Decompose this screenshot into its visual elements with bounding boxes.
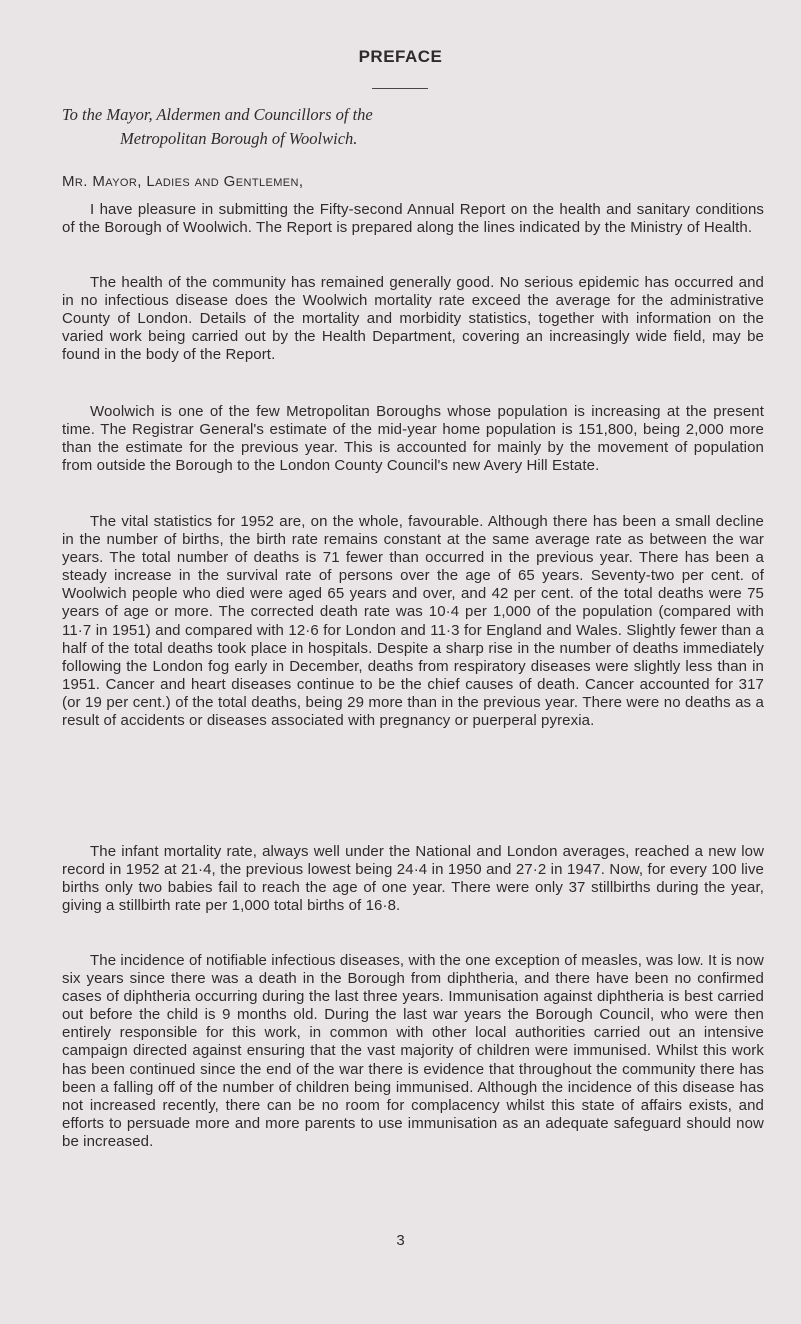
address-line-1: To the Mayor, Aldermen and Councillors of the <box>62 105 373 124</box>
paragraph: The vital statistics for 1952 are, on the whole, favourable. Although there has been a small decline in the number of births, the birth rate remains constant at the same average rate as between the war years. The total number of deaths is 71 fewer than occurred in the previous year. There has been a steady increase in the survival rate of persons over the age of 65 years. Seventy-two per cent. of Woolwich people who died were aged 65 years and over, and 42 per cent. of the total deaths were 75 years of age or more. The corrected death rate was 10·4 per 1,000 of the population (compared with 11·7 in 1951) and compared with 12·6 for London and 11·3 for England and Wales. Slightly fewer than a half of the total deaths took place in hospitals. Despite a sharp rise in the number of deaths immediately following the London fog early in December, deaths from respiratory diseases were slightly less than in 1951. Cancer and heart diseases continue to be the chief causes of death. Cancer accounted for 317 (or 19 per cent.) of the total deaths, being 29 more than in the previous year. There were no deaths as a result of accidents or diseases associated with pregnancy or puerperal pyrexia. <box>62 513 764 730</box>
paragraph: I have pleasure in submitting the Fifty-second Annual Report on the health and sanitary conditions of the Borough of Woolwich. The Report is prepared along the lines indicated by the Ministry of Health. <box>62 201 764 237</box>
salutation: Mr. Mayor, Ladies and Gentlemen, <box>62 173 304 190</box>
title-divider <box>372 88 428 89</box>
address-block <box>62 103 762 151</box>
page-title: PREFACE <box>358 47 443 66</box>
paragraph: The infant mortality rate, always well under the National and London averages, reached a new low record in 1952 at 21·4, the previous lowest being 24·4 in 1950 and 27·2 in 1947. Now, for every 100 live births only two babies fail to reach the age of one year. There were only 37 stillbirths during the year, giving a stillbirth rate per 1,000 total births of 16·8. <box>62 843 764 915</box>
paragraph: The incidence of notifiable infectious diseases, with the one exception of measles, was low. It is now six years since there was a death in the Borough from diphtheria, and there have been no confirmed cases of diphtheria occurring during the last three years. Immunisation against diphtheria is best carried out before the child is 9 months old. During the last war years the Borough Council, who were then entirely responsible for this work, in common with other local authorities carried out an intensive campaign directed against ensuring that the vast majority of children were immunised. Whilst this work has been continued since the end of the war there is evidence that throughout the community there has been a falling off of the number of children being immunised. Although the incidence of this disease has not increased recently, there can be no room for complacency whilst this state of affairs exists, and efforts to persuade more and more parents to use immunisation as an adequate safeguard should now be increased. <box>62 952 764 1150</box>
paragraph: Woolwich is one of the few Metropolitan Boroughs whose population is increasing at the present time. The Registrar General's estimate of the mid-year home population is 151,800, being 2,000 more than the estimate for the previous year. This is accounted for mainly by the movement of population from outside the Borough to the London County Council's new Avery Hill Estate. <box>62 403 764 475</box>
paragraph: The health of the community has remained generally good. No serious epidemic has occurred and in no infectious disease does the Woolwich mortality rate exceed the average for the administrative County of London. Details of the mortality and morbidity statistics, together with information on the varied work being carried out by the Health Department, covering an increasingly wide field, may be found in the body of the Report. <box>62 274 764 364</box>
address-line-2: Metropolitan Borough of Woolwich. <box>120 129 358 148</box>
page-number: 3 <box>396 1232 405 1249</box>
